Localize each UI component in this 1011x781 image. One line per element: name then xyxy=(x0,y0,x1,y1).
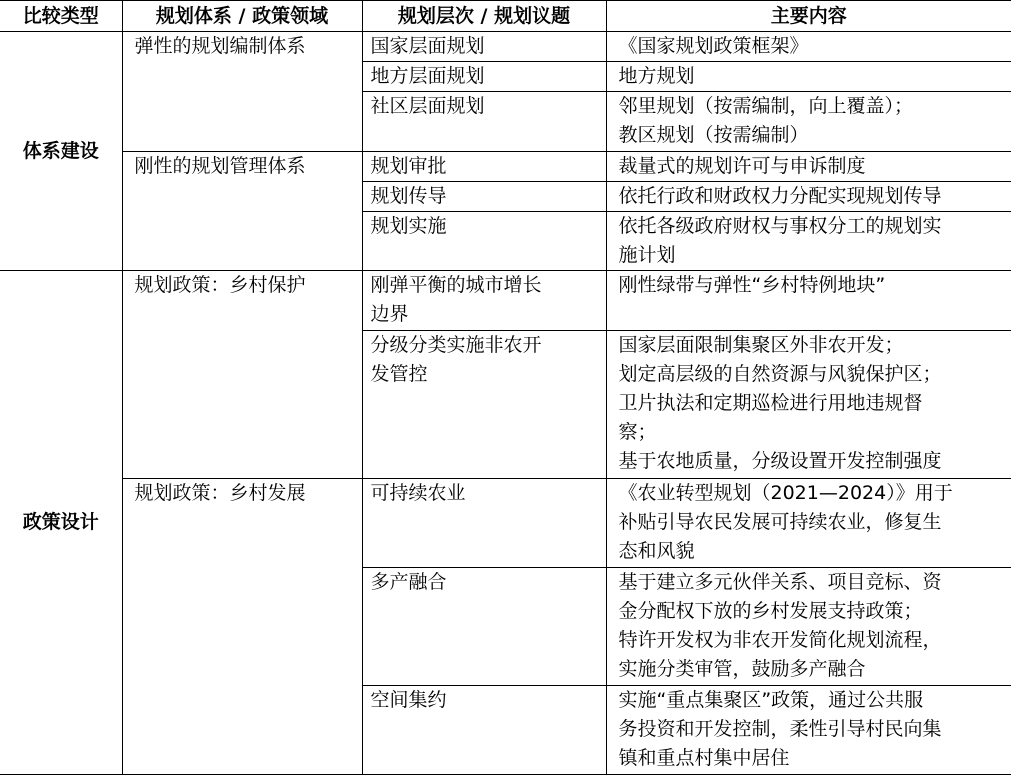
domain-system-2: 刚性的规划管理体系 xyxy=(122,152,362,271)
level-cell: 刚弹平衡的城市增长 边界 xyxy=(362,271,606,331)
level-cell: 规划传导 xyxy=(362,182,606,212)
level-cell: 规划审批 xyxy=(362,152,606,182)
header-domain: 规划体系 / 政策领域 xyxy=(122,1,362,32)
content-cell: 邻里规划（按需编制，向上覆盖）； 教区规划（按需编制） xyxy=(606,92,1011,152)
content-cell: 刚性绿带与弹性“乡村特例地块” xyxy=(606,271,1011,331)
level-cell: 地方层面规划 xyxy=(362,62,606,92)
level-cell: 规划实施 xyxy=(362,212,606,271)
level-cell: 分级分类实施非农开 发管控 xyxy=(362,331,606,479)
content-cell: 《农业转型规划（2021—2024）》用于 补贴引导农民发展可持续农业，修复生 态和风貌 xyxy=(606,479,1011,568)
header-type: 比较类型 xyxy=(0,1,122,32)
content-cell: 裁量式的规划许可与申诉制度 xyxy=(606,152,1011,182)
table-row xyxy=(0,479,1011,568)
table-row xyxy=(0,32,1011,62)
content-cell: 国家层面限制集聚区外非农开发； 划定高层级的自然资源与风貌保护区； 卫片执法和定期巡检进行用地违规督 察； 基于农地质量，分级设置开发控制强度 xyxy=(606,331,1011,479)
level-cell: 空间集约 xyxy=(362,686,606,775)
content-cell: 依托行政和财政权力分配实现规划传导 xyxy=(606,182,1011,212)
header-row xyxy=(0,1,1011,32)
domain-policy-2: 规划政策：乡村发展 xyxy=(122,479,362,775)
content-cell: 依托各级政府财权与事权分工的规划实 施计划 xyxy=(606,212,1011,271)
header-level: 规划层次 / 规划议题 xyxy=(362,1,606,32)
content-cell: 地方规划 xyxy=(606,62,1011,92)
level-cell: 国家层面规划 xyxy=(362,32,606,62)
content-cell: 基于建立多元伙伴关系、项目竞标、资 金分配权下放的乡村发展支持政策； 特许开发权为非农开发简化规划流程， 实施分类审管，鼓励多产融合 xyxy=(606,568,1011,686)
level-cell: 社区层面规划 xyxy=(362,92,606,152)
content-cell: 《国家规划政策框架》 xyxy=(606,32,1011,62)
header-content: 主要内容 xyxy=(606,1,1011,32)
level-cell: 可持续农业 xyxy=(362,479,606,568)
table-row xyxy=(0,152,1011,182)
type-policy: 政策设计 xyxy=(0,271,122,775)
domain-policy-1: 规划政策：乡村保护 xyxy=(122,271,362,479)
content-cell: 实施“重点集聚区”政策，通过公共服 务投资和开发控制，柔性引导村民向集 镇和重点村集中居住 xyxy=(606,686,1011,775)
table-row xyxy=(0,271,1011,331)
level-cell: 多产融合 xyxy=(362,568,606,686)
domain-system-1: 弹性的规划编制体系 xyxy=(122,32,362,152)
type-system: 体系建设 xyxy=(0,32,122,271)
